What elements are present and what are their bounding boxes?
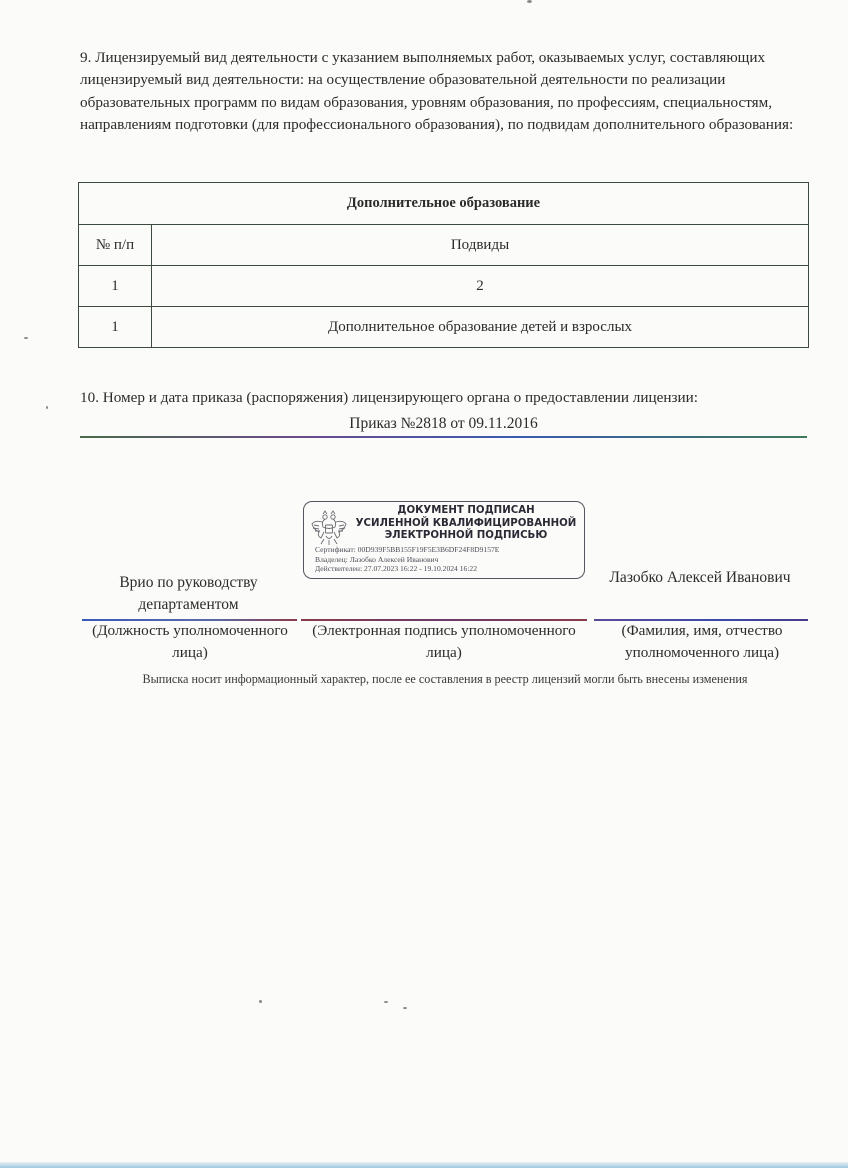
order-underline — [80, 436, 807, 438]
license-table — [78, 182, 809, 348]
stamp-title-line: ЭЛЕКТРОННОЙ ПОДПИСЬЮ — [384, 530, 548, 541]
caption-signature: (Электронная подпись уполномоченного лица) — [312, 622, 576, 661]
column-header-subtypes: Подвиды — [152, 225, 809, 266]
stamp-title — [348, 505, 584, 543]
table-cell: 1 — [79, 266, 152, 307]
footnote: Выписка носит информационный характер, после ее составления в реестр лицензий могли быть внесены изменения — [142, 672, 748, 686]
table-cell: 1 — [79, 307, 152, 348]
caption-name: (Фамилия, имя, отчество уполномоченного лица) — [621, 622, 783, 661]
scan-speck — [403, 1007, 407, 1009]
caption-position: (Должность уполномоченного лица) — [92, 622, 288, 661]
section-10-text: 10. Номер и дата приказа (распоряжения) лицензирующего органа о предоставлении лицензии: — [80, 389, 698, 406]
stamp-title-line: УСИЛЕННОЙ КВАЛИФИЦИРОВАННОЙ — [355, 517, 577, 529]
order-number: Приказ №2818 от 09.11.2016 — [349, 415, 538, 432]
scan-speck — [384, 1001, 388, 1003]
column-header-number: № п/п — [79, 225, 152, 266]
table-title: Дополнительное образование — [79, 183, 809, 225]
stamp-validity: Действителен: 27.07.2023 16:22 - 19.10.2024 16:22 — [315, 564, 478, 574]
stamp-owner: Владелец: Лазобко Алексей Иванович — [315, 554, 439, 564]
table-cell: Дополнительное образование детей и взрослых — [152, 307, 809, 348]
scan-speck — [259, 1000, 262, 1003]
table-row — [79, 266, 809, 307]
scan-speck — [24, 337, 28, 339]
stamp-details — [315, 545, 583, 574]
stamp-certificate: Сертификат: 00D939F5BB155F19F5E3B6DF24F8D9157E — [315, 545, 500, 554]
section-9-text: 9. Лицензируемый вид деятельности с указанием выполняемых работ, оказываемых услуг, составляющих лицензируемый вид деятельности: на осуществление образовательной деятельности по реализации образовательных программ по видам образования, уровням образования, по профессиям, специальностям, направлениям подготовки (для профессионального образования), по подвидам дополнительного образования: — [80, 49, 794, 133]
table-header-row — [79, 225, 809, 266]
signatory-position: Врио по руководству департаментом — [119, 574, 258, 613]
scan-speck — [46, 406, 48, 409]
scan-speck — [527, 0, 532, 3]
signatory-name: Лазобко Алексей Иванович — [609, 569, 791, 586]
coat-of-arms-icon — [309, 508, 349, 548]
stamp-title-line: ДОКУМЕНТ ПОДПИСАН — [397, 505, 535, 516]
electronic-signature-stamp — [303, 501, 585, 579]
table-cell: 2 — [152, 266, 809, 307]
scan-edge — [0, 1162, 848, 1168]
table-row — [79, 307, 809, 348]
